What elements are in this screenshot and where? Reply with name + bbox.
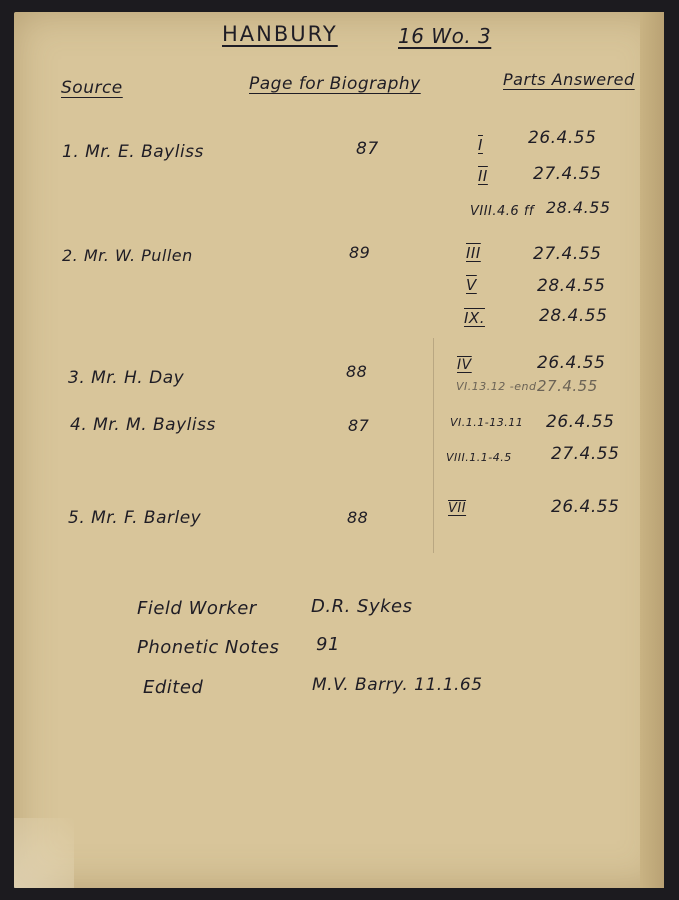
source-name: 5. Mr. F. Barley	[68, 508, 202, 528]
part-number: III	[466, 244, 481, 262]
source-page: 89	[349, 243, 371, 262]
edited-label: Edited	[143, 677, 204, 698]
part-number: VI.13.12 -end	[456, 380, 537, 393]
page-title: HANBURY	[222, 22, 338, 46]
edited-value: M.V. Barry. 11.1.65	[312, 675, 483, 695]
part-number: VI.1.1-13.11	[450, 416, 524, 429]
field-worker-value: D.R. Sykes	[311, 596, 413, 617]
source-name: 4. Mr. M. Bayliss	[70, 415, 216, 435]
part-date: 28.4.55	[546, 198, 611, 217]
part-date: 28.4.55	[539, 306, 608, 326]
column-header-source: Source	[61, 78, 123, 98]
part-number: I	[478, 136, 483, 154]
part-date: 27.4.55	[551, 444, 620, 464]
phonetic-notes-value: 91	[316, 634, 340, 655]
part-date: 28.4.55	[537, 276, 606, 296]
page-spine	[640, 12, 664, 888]
part-date: 26.4.55	[551, 497, 620, 517]
column-header-parts: Parts Answered	[503, 70, 635, 89]
source-name: 2. Mr. W. Pullen	[62, 246, 193, 265]
part-date: 26.4.55	[537, 353, 606, 373]
source-page: 88	[347, 508, 369, 527]
field-worker-label: Field Worker	[137, 598, 257, 619]
source-name: 3. Mr. H. Day	[68, 368, 185, 388]
part-number: II	[478, 167, 488, 185]
part-number: IV	[457, 357, 472, 373]
part-number: VII	[448, 501, 467, 516]
pencil-margin-line	[433, 338, 434, 553]
source-page: 88	[346, 362, 368, 381]
part-date: 27.4.55	[537, 377, 598, 395]
phonetic-notes-label: Phonetic Notes	[137, 637, 280, 658]
source-name: 1. Mr. E. Bayliss	[62, 142, 204, 162]
part-date: 26.4.55	[546, 412, 615, 432]
column-header-page: Page for Biography	[249, 74, 421, 94]
part-number: V	[466, 276, 477, 294]
part-date: 26.4.55	[528, 128, 597, 148]
volume-label: 16 Wo. 3	[398, 24, 492, 48]
part-number: VIII.4.6 ff	[470, 204, 534, 219]
part-number: VIII.1.1-4.5	[446, 451, 512, 464]
part-date: 27.4.55	[533, 164, 602, 184]
source-page: 87	[356, 139, 379, 159]
part-date: 27.4.55	[533, 244, 602, 264]
part-number: IX.	[464, 309, 485, 327]
source-page: 87	[348, 416, 370, 435]
